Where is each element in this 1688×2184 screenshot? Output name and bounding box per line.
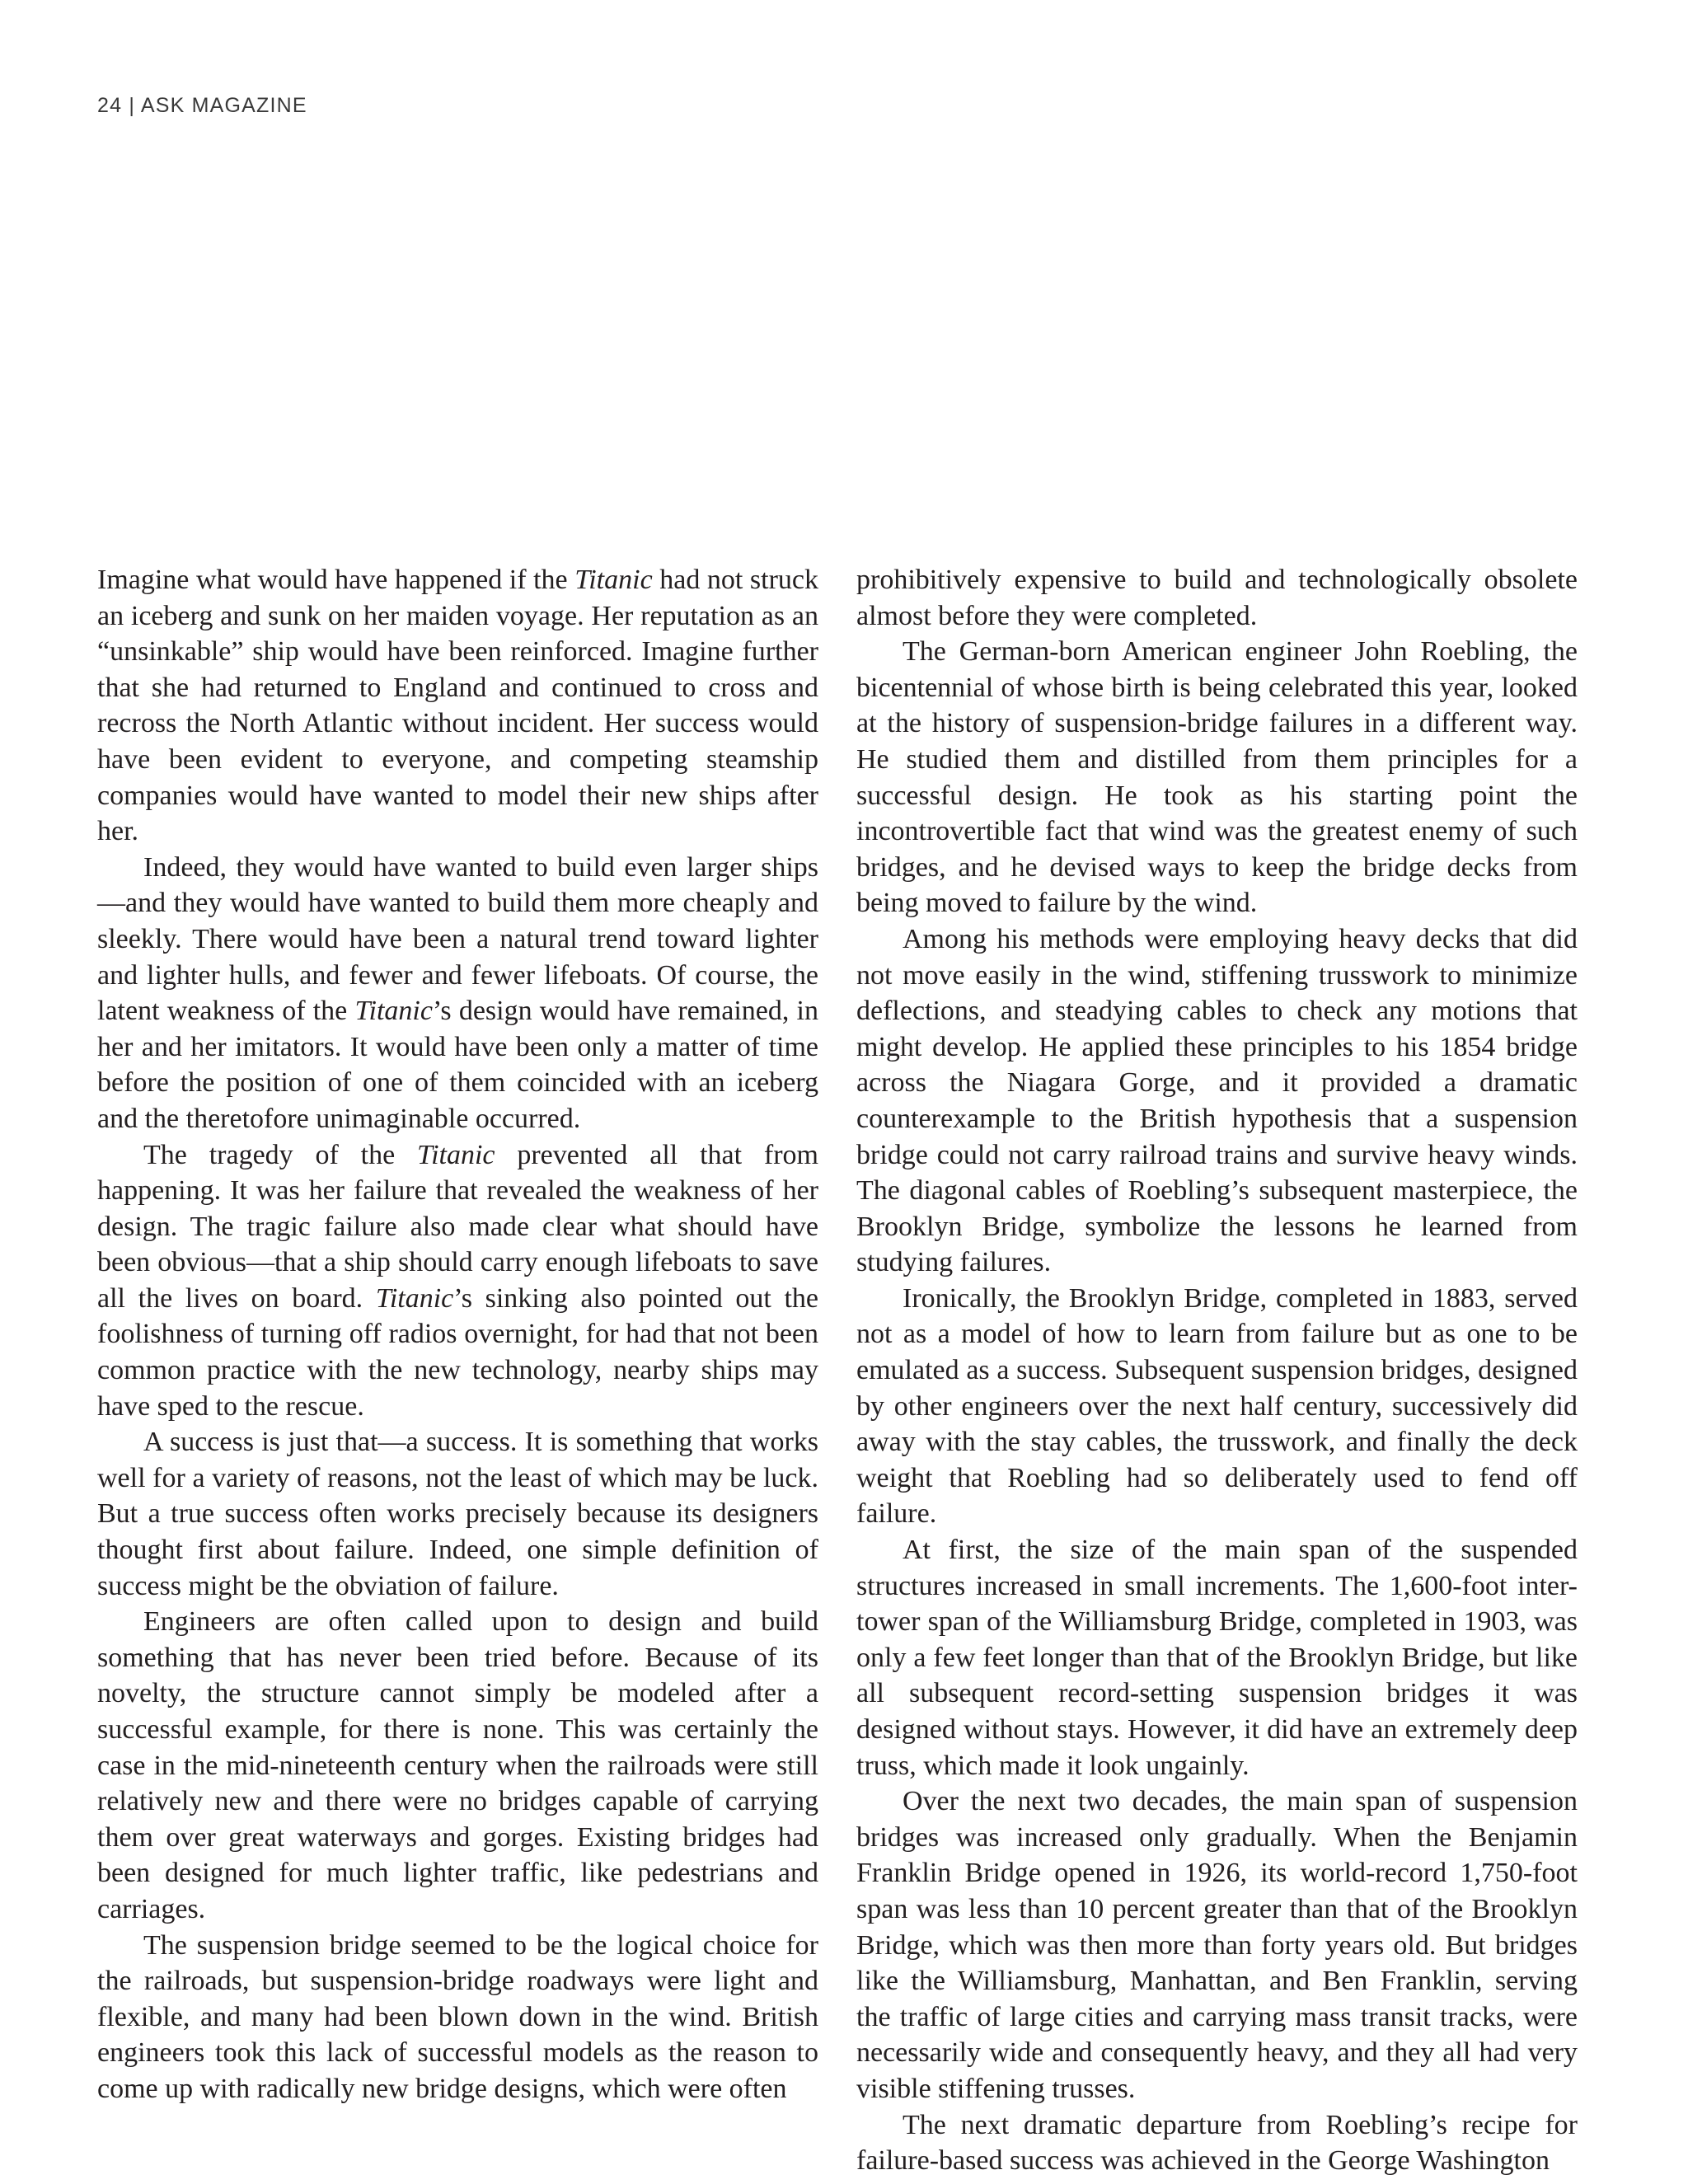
paragraph-text: Indeed, they would have wanted to build even larger ships—and they would have wanted to build them more cheaply and sleekly. There would have been a natural trend toward lighter and lighter hulls, and fewer and fewer lifeboats. Of course, the latent weakness of the (97, 851, 818, 1027)
paragraph-text: ’s design would have remained, in her and her imitators. It would have been only a matter of time before the position of one of them coincided with an iceberg and the theretofore unimaginable occurred. (97, 996, 818, 1134)
ship-name-italic: Titanic (574, 565, 653, 595)
paragraph: The next dramatic departure from Roebling’s recipe for failure-based success was achieved in the George Washington (856, 2109, 1578, 2177)
paragraph: At first, the size of the main span of the suspended structures increased in small increments. The 1,600-foot inter-tower span of the Williamsburg Bridge, completed in 1903, was only a few feet longer than that of the Brooklyn Bridge, but like all subsequent record-setting suspension bridges it was designed without stays. However, it did have an extremely deep truss, which made it look ungainly. (856, 1535, 1578, 1781)
paragraph: Over the next two decades, the main span of suspension bridges was increased only gradually. When the Benjamin Franklin Bridge opened in 1926, its world-record 1,750-foot span was less than 10 percent greater than that of the Brooklyn Bridge, which was then more than forty years old. But bridges like the Williamsburg, Manhattan, and Ben Franklin, serving the traffic of large cities and carrying mass transit tracks, were necessarily wide and consequently heavy, and they all had very visible stiffening trusses. (856, 1786, 1578, 2104)
ship-name-italic: Titanic (354, 996, 433, 1027)
page-folio: 24 | ASK MAGAZINE (97, 94, 307, 117)
paragraph (97, 1137, 818, 1425)
ship-name-italic: Titanic (417, 1139, 495, 1170)
paragraph: Engineers are often called upon to design and build something that has never been tried before. Because of its novelty, the structure cannot simply be modeled after a successful example, for there is none. This was certainly the case in the mid-nineteenth century when the railroads were still relatively new and there were no bridges capable of carrying them over great waterways and gorges. Existing bridges had been designed for much lighter traffic, like pedestrians and carriages. (97, 1606, 818, 1924)
right-column (856, 562, 1578, 2179)
left-column (97, 562, 818, 2107)
paragraph (97, 562, 818, 850)
paragraph: The suspension bridge seemed to be the logical choice for the railroads, but suspension-bridge roadways were light and flexible, and many had been blown down in the wind. British engineers took this lack of successful models as the reason to come up with radically new bridge designs, which were often (97, 1929, 818, 2104)
paragraph: Ironically, the Brooklyn Bridge, completed in 1883, served not as a model of how to learn from failure but as one to be emulated as a success. Subsequent suspension bridges, designed by other engineers over the next half century, successively did away with the stay cables, the trusswork, and finally the deck weight that Roebling had so deliberately used to fend off failure. (856, 1282, 1578, 1530)
paragraph-continued: prohibitively expensive to build and technologically obsolete almost before they were completed. (856, 565, 1578, 631)
paragraph-text: had not struck an iceberg and sunk on her maiden voyage. Her reputation as an “unsinkable” ship would have been reinforced. Imagine further that she had returned to England and continued to cross and recross the North Atlantic without incident. Her success would have been evident to everyone, and competing steamship companies would have wanted to model their new ships after her. (97, 565, 818, 847)
ship-name-italic: Titanic (375, 1282, 454, 1314)
paragraph: The German-born American engineer John Roebling, the bicentennial of whose birth is being celebrated this year, looked at the history of suspension-bridge failures in a different way. He studied them and distilled from them principles for a successful design. He took as his starting point the incontrovertible fact that wind was the greatest enemy of such bridges, and he devised ways to keep the bridge decks from being moved to failure by the wind. (856, 636, 1578, 919)
paragraph: A success is just that—a success. It is something that works well for a variety of reasons, not the least of which may be luck. But a true success often works precisely because its designers thought first about failure. Indeed, one simple definition of success might be the obviation of failure. (97, 1427, 818, 1601)
paragraph-text: The tragedy of the (143, 1139, 418, 1170)
paragraph (97, 850, 818, 1137)
paragraph-text: prevented all that from happening. It was her failure that revealed the weakness of her design. The tragic failure also made clear what should have been obvious—that a ship should carry enough lifeboats to save all the lives on board. (97, 1139, 818, 1314)
paragraph: Among his methods were employing heavy decks that did not move easily in the wind, stiffening trusswork to minimize deflections, and steadying cables to check any motions that might develop. He applied these principles to his 1854 bridge across the Niagara Gorge, and it provided a dramatic counterexample to the British hypothesis that a suspension bridge could not carry railroad trains and survive heavy winds. The diagonal cables of Roebling’s subsequent masterpiece, the Brooklyn Bridge, symbolize the lessons he learned from studying failures. (856, 923, 1578, 1278)
paragraph-text: ’s sinking also pointed out the foolishness of turning off radios overnight, for had that not been common practice with the new technology, nearby ships may have sped to the rescue. (97, 1282, 818, 1422)
paragraph-text: Imagine what would have happened if the (97, 565, 575, 595)
